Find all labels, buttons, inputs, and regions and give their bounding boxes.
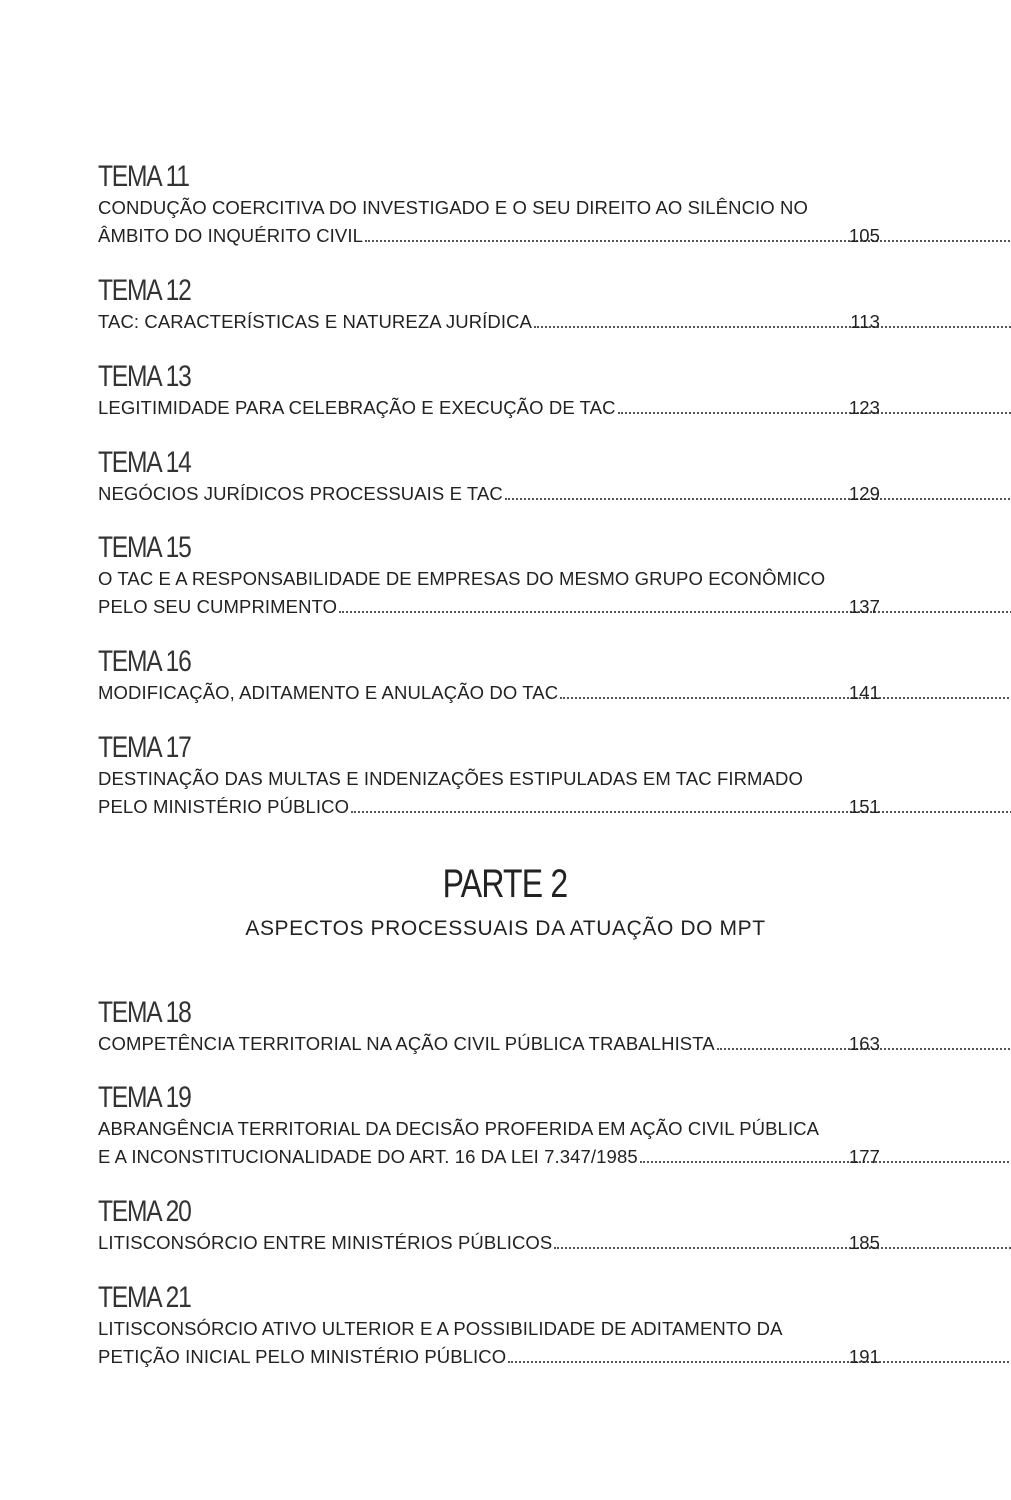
toc-entry-tema-13 bbox=[98, 362, 880, 422]
entry-title bbox=[98, 1030, 880, 1058]
page-number: 129 bbox=[848, 483, 880, 504]
entry-title-line: ÂMBITO DO INQUÉRITO CIVIL bbox=[98, 225, 363, 246]
entry-title-line: PELO SEU CUMPRIMENTO bbox=[98, 596, 338, 617]
tema-label: TEMA 12 bbox=[98, 274, 191, 307]
entry-title-line: MODIFICAÇÃO, ADITAMENTO E ANULAÇÃO DO TAC bbox=[98, 682, 559, 703]
part-subtitle: ASPECTOS PROCESSUAIS DA ATUAÇÃO DO MPT bbox=[245, 917, 766, 940]
toc-entry-tema-12 bbox=[98, 276, 880, 336]
toc-entry-tema-21 bbox=[98, 1283, 880, 1371]
entry-title-line: PELO MINISTÉRIO PÚBLICO bbox=[98, 796, 350, 817]
entry-title bbox=[98, 1229, 880, 1257]
entry-title-line: PETIÇÃO INICIAL PELO MINISTÉRIO PÚBLICO bbox=[98, 1346, 507, 1367]
toc-entry-tema-20 bbox=[98, 1197, 880, 1257]
dot-leader bbox=[534, 326, 1011, 328]
page-number: 191 bbox=[848, 1346, 880, 1367]
dot-leader bbox=[505, 498, 1011, 500]
tema-label: TEMA 21 bbox=[98, 1281, 191, 1314]
tema-label: TEMA 11 bbox=[98, 160, 189, 193]
entry-title-line: O TAC E A RESPONSABILIDADE DE EMPRESAS DO MESMO GRUPO ECONÔMICO bbox=[98, 568, 826, 589]
toc-entry-tema-11 bbox=[98, 162, 880, 250]
tema-label: TEMA 16 bbox=[98, 645, 191, 678]
toc-entry-tema-15 bbox=[98, 533, 880, 621]
dot-leader bbox=[618, 412, 1011, 414]
entry-title bbox=[98, 1115, 880, 1171]
entry-title-line: ABRANGÊNCIA TERRITORIAL DA DECISÃO PROFERIDA EM AÇÃO CIVIL PÚBLICA bbox=[98, 1118, 820, 1139]
entry-title-line: TAC: CARACTERÍSTICAS E NATUREZA JURÍDICA bbox=[98, 311, 532, 332]
part-title: PARTE 2 bbox=[443, 862, 568, 906]
page-number: 177 bbox=[848, 1146, 880, 1167]
entry-title bbox=[98, 394, 880, 422]
entry-title-line: DESTINAÇÃO DAS MULTAS E INDENIZAÇÕES ESTIPULADAS EM TAC FIRMADO bbox=[98, 768, 803, 789]
entry-title-line: CONDUÇÃO COERCITIVA DO INVESTIGADO E O SEU DIREITO AO SILÊNCIO NO bbox=[98, 197, 808, 218]
entry-title-line: NEGÓCIOS JURÍDICOS PROCESSUAIS E TAC bbox=[98, 483, 503, 504]
page-number: 141 bbox=[848, 682, 880, 703]
dot-leader bbox=[365, 240, 1011, 242]
page-number: 185 bbox=[848, 1232, 880, 1253]
tema-label: TEMA 13 bbox=[98, 360, 191, 393]
tema-label: TEMA 19 bbox=[98, 1081, 191, 1114]
entry-title-line: LITISCONSÓRCIO ATIVO ULTERIOR E A POSSIBILIDADE DE ADITAMENTO DA bbox=[98, 1318, 783, 1339]
entry-title-line: LITISCONSÓRCIO ENTRE MINISTÉRIOS PÚBLICOS bbox=[98, 1232, 553, 1253]
page-number: 105 bbox=[848, 225, 880, 246]
dot-leader bbox=[339, 611, 1011, 613]
entry-title bbox=[98, 765, 880, 821]
toc-entry-tema-19 bbox=[98, 1083, 880, 1171]
page-number: 113 bbox=[850, 311, 880, 332]
toc-entry-tema-18 bbox=[98, 998, 880, 1058]
tema-label: TEMA 14 bbox=[98, 446, 191, 479]
page-number: 163 bbox=[848, 1033, 880, 1054]
page-number: 137 bbox=[848, 596, 880, 617]
entry-title-line: E A INCONSTITUCIONALIDADE DO ART. 16 DA LEI 7.347/1985 bbox=[98, 1146, 638, 1167]
entry-title bbox=[98, 1315, 880, 1371]
dot-leader bbox=[554, 1247, 1011, 1249]
entry-title bbox=[98, 308, 880, 336]
entry-title bbox=[98, 565, 880, 621]
page-number: 151 bbox=[848, 796, 880, 817]
dot-leader bbox=[560, 697, 1011, 699]
dot-leader bbox=[508, 1361, 1011, 1363]
dot-leader bbox=[640, 1161, 1011, 1163]
entry-title bbox=[98, 480, 880, 508]
tema-label: TEMA 15 bbox=[98, 531, 191, 564]
entry-title bbox=[98, 679, 880, 707]
entry-title-line: LEGITIMIDADE PARA CELEBRAÇÃO E EXECUÇÃO DE TAC bbox=[98, 397, 616, 418]
tema-label: TEMA 20 bbox=[98, 1195, 191, 1228]
entry-title bbox=[98, 194, 880, 250]
toc-entry-tema-16 bbox=[98, 647, 880, 707]
entry-title-line: COMPETÊNCIA TERRITORIAL NA AÇÃO CIVIL PÚBLICA TRABALHISTA bbox=[98, 1033, 715, 1054]
dot-leader bbox=[351, 811, 1011, 813]
tema-label: TEMA 18 bbox=[98, 996, 191, 1029]
toc-entry-tema-14 bbox=[98, 448, 880, 508]
toc-entry-tema-17 bbox=[98, 733, 880, 821]
tema-label: TEMA 17 bbox=[98, 731, 191, 764]
page-number: 123 bbox=[848, 397, 880, 418]
